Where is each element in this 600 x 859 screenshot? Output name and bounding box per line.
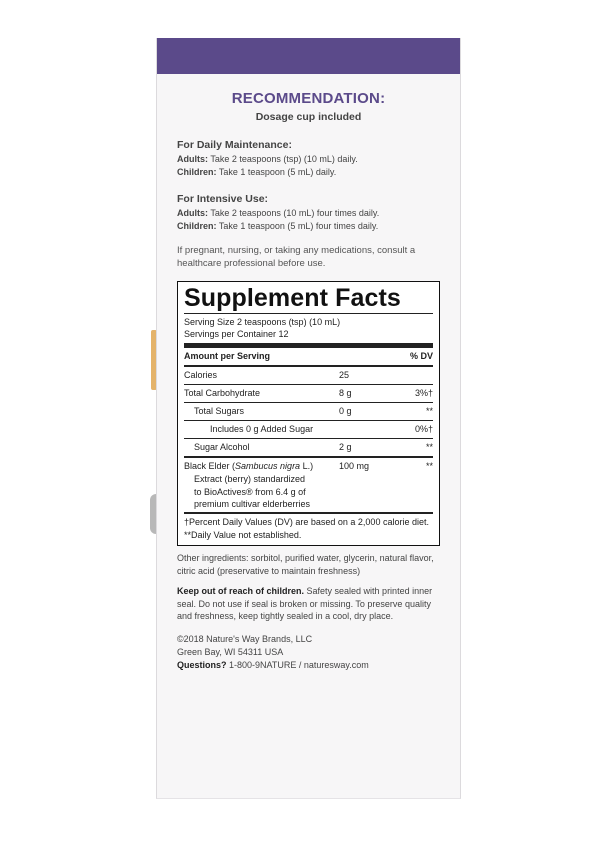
facts-row-total-sugars: Total Sugars 0 g ** xyxy=(194,406,433,417)
facts-row-sugar-alcohol: Sugar Alcohol 2 g ** xyxy=(194,442,433,453)
amount-per-serving-header: Amount per Serving xyxy=(184,351,271,362)
daily-adults-line: Adults: Take 2 teaspoons (tsp) (10 mL) daily. xyxy=(177,154,358,164)
facts-header-row xyxy=(184,350,433,363)
recommendation-title: RECOMMENDATION: xyxy=(231,90,386,107)
facts-row-total-carbohydrate: Total Carbohydrate 8 g 3%† xyxy=(184,388,433,399)
product-label-panel xyxy=(156,38,461,799)
intensive-adults-line: Adults: Take 2 teaspoons (10 mL) four times daily. xyxy=(177,208,380,218)
divider xyxy=(184,384,433,385)
supplement-facts-title: Supplement Facts xyxy=(184,283,401,312)
copyright-line: ©2018 Nature's Way Brands, LLC xyxy=(177,634,313,645)
divider xyxy=(184,313,433,314)
divider xyxy=(184,365,433,367)
intensive-use-heading: For Intensive Use: xyxy=(177,193,269,205)
elder-description-2: to BioActives® from 6.4 g of xyxy=(194,486,306,497)
dv-header: % DV xyxy=(409,351,433,362)
recommendation-subtitle: Dosage cup included xyxy=(255,111,362,123)
address-line: Green Bay, WI 54311 USA xyxy=(177,647,284,658)
serving-size: Serving Size 2 teaspoons (tsp) (10 mL) xyxy=(184,316,341,327)
divider xyxy=(184,420,433,421)
elder-description-3: premium cultivar elderberries xyxy=(194,498,311,509)
company-info xyxy=(177,633,440,672)
questions-line: Questions? 1-800-9NATURE / naturesway.com xyxy=(177,660,369,671)
daily-maintenance-heading: For Daily Maintenance: xyxy=(177,139,292,151)
divider xyxy=(184,402,433,403)
facts-row-calories: Calories 25 xyxy=(184,370,350,381)
divider xyxy=(184,512,433,514)
facts-footnote: †Percent Daily Values (DV) are based on a 2,000 calorie diet. **Daily Value not established. xyxy=(184,516,429,540)
brand-color-band xyxy=(157,38,460,74)
divider xyxy=(184,456,433,458)
intensive-children-line: Children: Take 1 teaspoon (5 mL) four times daily. xyxy=(177,221,379,231)
pregnancy-warning: If pregnant, nursing, or taking any medications, consult a healthcare professional before use. xyxy=(177,245,416,269)
supplement-facts-panel xyxy=(177,281,440,546)
elder-description-1: Extract (berry) standardized xyxy=(194,474,306,485)
other-ingredients: Other ingredients: sorbitol, purified water, glycerin, natural flavor, citric acid (preservative to maintain freshness) xyxy=(177,553,434,576)
facts-row-added-sugar: Includes 0 g Added Sugar 0%† xyxy=(210,424,433,435)
divider xyxy=(184,438,433,439)
facts-row-black-elder: Black Elder (Sambucus nigra L.) 100 mg ** xyxy=(184,461,433,472)
storage-warning: Keep out of reach of children. Safety sealed with printed inner seal. Do not use if seal is broken or missing. To preserve quality and freshness, keep tightly sealed in a cool, dry place. xyxy=(177,586,433,622)
servings-per-container: Servings per Container 12 xyxy=(184,329,289,340)
divider-thick xyxy=(184,343,433,348)
label-content xyxy=(177,90,440,672)
daily-children-line: Children: Take 1 teaspoon (5 mL) daily. xyxy=(177,167,337,177)
